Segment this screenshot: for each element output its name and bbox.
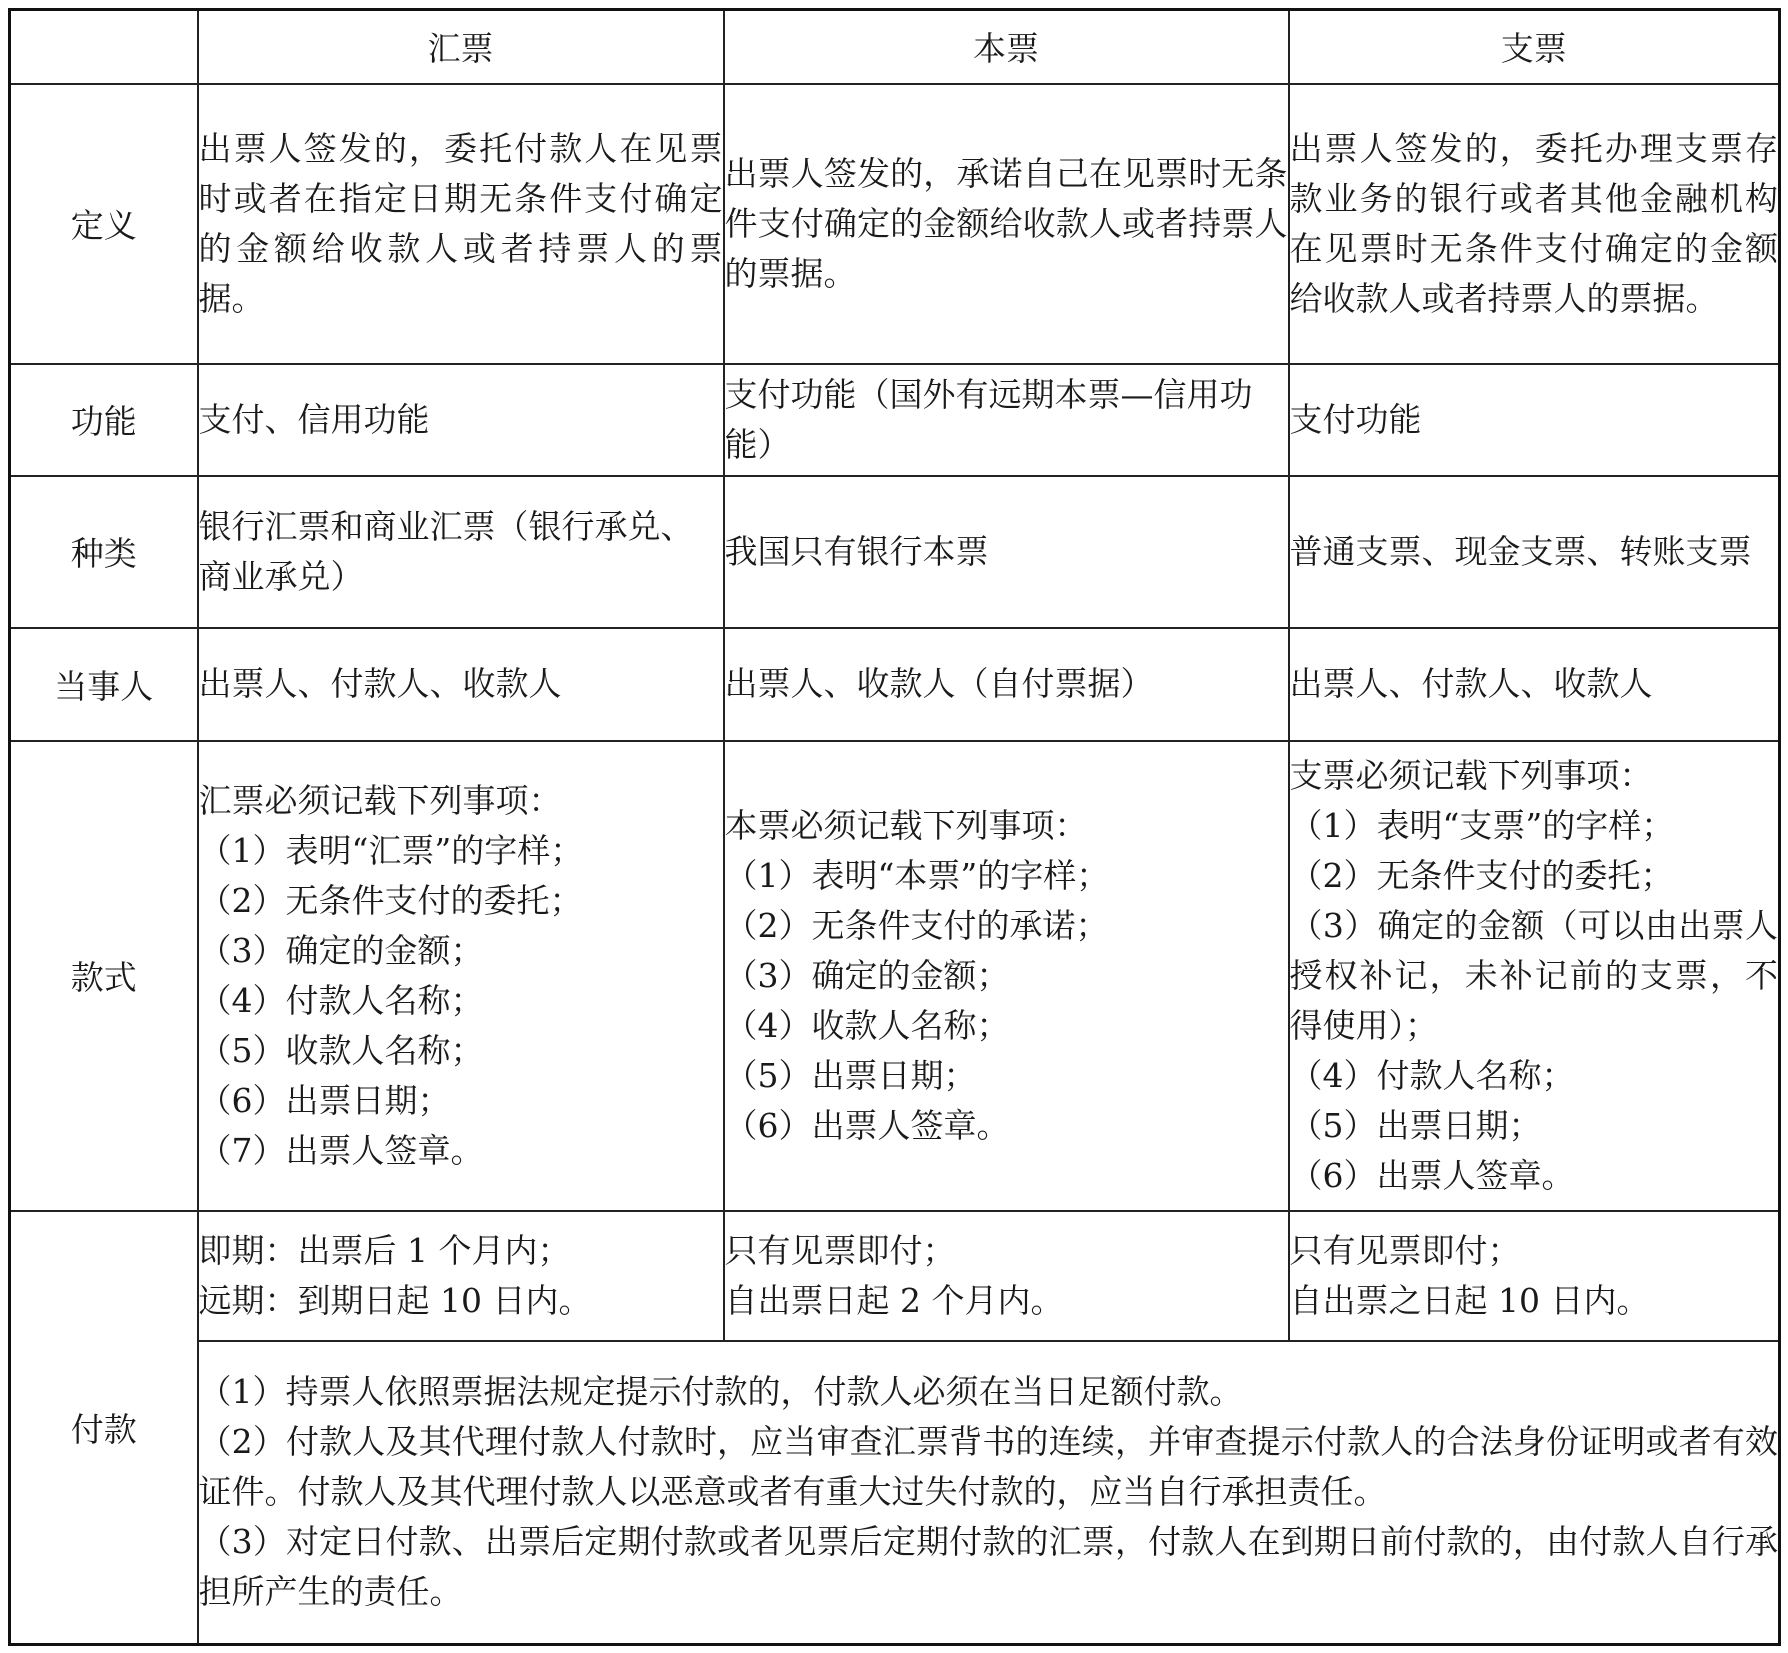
definition-huipiao: 出票人签发的，委托付款人在见票时或者在指定日期无条件支付确定的金额给收款人或者持票人的票据。: [198, 84, 724, 364]
payment-huipiao: [198, 1211, 724, 1341]
format-huipiao-line: （7）出票人签章。: [198, 1130, 484, 1170]
payment-huipiao-line: 远期：到期日起 10 日内。: [198, 1280, 592, 1320]
parties-row: [10, 628, 1780, 741]
column-header-huipiao: 汇票: [198, 10, 724, 84]
row-label-format: 款式: [10, 741, 198, 1211]
row-label-function: 功能: [10, 364, 198, 476]
function-huipiao: 支付、信用功能: [198, 364, 724, 476]
corner-cell: [10, 10, 198, 84]
format-benpiao-line: 本票必须记载下列事项：: [724, 805, 1088, 845]
format-zhipiao-line: 支票必须记载下列事项：: [1289, 755, 1653, 795]
payment-benpiao-line: 只有见票即付；: [724, 1230, 956, 1270]
payment-zhipiao-line: 只有见票即付；: [1289, 1230, 1521, 1270]
format-huipiao-line: （5）收款人名称；: [198, 1030, 484, 1070]
format-benpiao: [724, 741, 1289, 1211]
payment-row: [10, 1211, 1780, 1341]
format-huipiao-line: 汇票必须记载下列事项：: [198, 780, 562, 820]
format-zhipiao-line: （1）表明“支票”的字样；: [1289, 805, 1675, 845]
format-zhipiao-line: （4）付款人名称；: [1289, 1055, 1575, 1095]
format-zhipiao-line: （3）确定的金额（可以由出票人授权补记，未补记前的支票，不得使用）；: [1289, 905, 1778, 1045]
payment-rule: （1）持票人依照票据法规定提示付款的，付款人必须在当日足额付款。: [198, 1372, 1243, 1412]
format-zhipiao-line: （5）出票日期；: [1289, 1105, 1542, 1145]
function-benpiao: 支付功能（国外有远期本票—信用功能）: [724, 364, 1289, 476]
format-benpiao-line: （5）出票日期；: [724, 1055, 977, 1095]
format-huipiao-line: （3）确定的金额；: [198, 930, 484, 970]
format-benpiao-line: （2）无条件支付的承诺；: [724, 905, 1109, 945]
types-huipiao: 银行汇票和商业汇票（银行承兑、商业承兑）: [198, 476, 724, 628]
format-huipiao: [198, 741, 724, 1211]
format-huipiao-line: （4）付款人名称；: [198, 980, 484, 1020]
format-zhipiao-line: （6）出票人签章。: [1289, 1155, 1575, 1195]
format-benpiao-line: （1）表明“本票”的字样；: [724, 855, 1110, 895]
header-row: [10, 10, 1780, 84]
parties-huipiao: 出票人、付款人、收款人: [198, 628, 724, 741]
function-row: [10, 364, 1780, 476]
format-benpiao-line: （6）出票人签章。: [724, 1105, 1010, 1145]
payment-rule: （2）付款人及其代理付款人付款时，应当审查汇票背书的连续，并审查提示付款人的合法身份证明或者有效证件。付款人及其代理付款人以恶意或者有重大过失付款的，应当自行承担责任。: [198, 1422, 1778, 1512]
definition-row: [10, 84, 1780, 364]
row-label-types: 种类: [10, 476, 198, 628]
payment-common-row: [10, 1341, 1780, 1645]
row-label-parties: 当事人: [10, 628, 198, 741]
payment-benpiao-line: 自出票日起 2 个月内。: [724, 1280, 1064, 1320]
format-benpiao-line: （4）收款人名称；: [724, 1005, 1010, 1045]
format-row: [10, 741, 1780, 1211]
payment-huipiao-line: 即期：出票后 1 个月内；: [198, 1230, 571, 1270]
types-row: [10, 476, 1780, 628]
format-zhipiao-line: （2）无条件支付的委托；: [1289, 855, 1674, 895]
row-label-definition: 定义: [10, 84, 198, 364]
payment-rule: （3）对定日付款、出票后定期付款或者见票后定期付款的汇票，付款人在到期日前付款的，由付款人自行承担所产生的责任。: [198, 1522, 1778, 1612]
column-header-benpiao: 本票: [724, 10, 1289, 84]
payment-zhipiao-line: 自出票之日起 10 日内。: [1289, 1280, 1650, 1320]
row-label-payment: 付款: [10, 1211, 198, 1645]
parties-zhipiao: 出票人、付款人、收款人: [1289, 628, 1780, 741]
payment-common-rules: [198, 1341, 1780, 1645]
types-zhipiao: 普通支票、现金支票、转账支票: [1289, 476, 1780, 628]
format-benpiao-line: （3）确定的金额；: [724, 955, 1010, 995]
format-zhipiao: [1289, 741, 1780, 1211]
parties-benpiao: 出票人、收款人（自付票据）: [724, 628, 1289, 741]
payment-benpiao: [724, 1211, 1289, 1341]
function-zhipiao: 支付功能: [1289, 364, 1780, 476]
definition-benpiao: 出票人签发的，承诺自己在见票时无条件支付确定的金额给收款人或者持票人的票据。: [724, 84, 1289, 364]
format-huipiao-line: （1）表明“汇票”的字样；: [198, 830, 584, 870]
definition-zhipiao: 出票人签发的，委托办理支票存款业务的银行或者其他金融机构在见票时无条件支付确定的金额给收款人或者持票人的票据。: [1289, 84, 1780, 364]
payment-zhipiao: [1289, 1211, 1780, 1341]
format-huipiao-line: （2）无条件支付的委托；: [198, 880, 583, 920]
types-benpiao: 我国只有银行本票: [724, 476, 1289, 628]
comparison-table: [8, 8, 1781, 1646]
column-header-zhipiao: 支票: [1289, 10, 1780, 84]
format-huipiao-line: （6）出票日期；: [198, 1080, 451, 1120]
